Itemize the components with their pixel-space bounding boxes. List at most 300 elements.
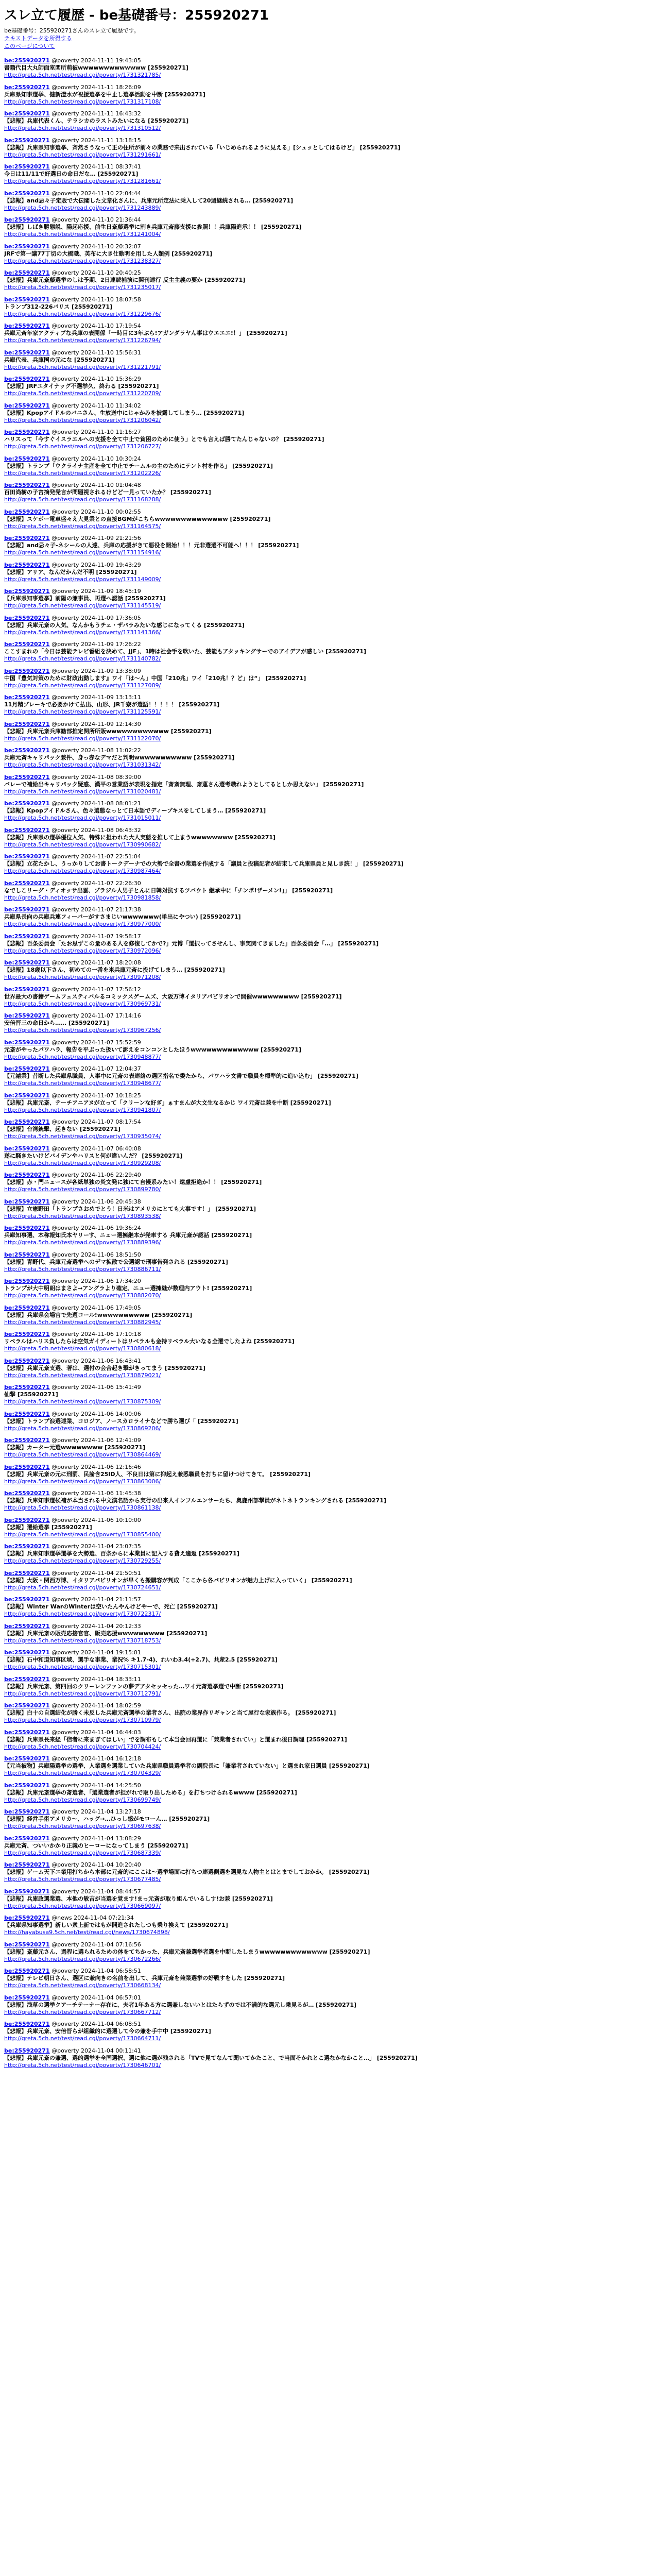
thread-title: 【悲報】白十の自選結化が勝く未反した兵庫元斎選挙の業者さん、出院の業界作リギャンと当て屋行な家族作る。 [255920271] — [4, 1709, 336, 1716]
list-item — [4, 57, 649, 84]
be-number-link[interactable]: be:255920271 — [4, 773, 50, 781]
thread-url-link[interactable]: http://greta.5ch.net/test/read.cgi/poverty/1731243889/ — [4, 204, 161, 211]
entry-meta — [4, 110, 649, 117]
thread-url-link[interactable]: http://greta.5ch.net/test/read.cgi/poverty/1730882070/ — [4, 1292, 161, 1299]
be-number-link[interactable]: be:255920271 — [4, 667, 50, 674]
thread-url-link[interactable]: http://greta.5ch.net/test/read.cgi/poverty/1730718753/ — [4, 1637, 161, 1644]
entry-meta — [4, 1358, 649, 1365]
be-number-link[interactable]: be:255920271 — [4, 1278, 50, 1284]
be-number-link[interactable]: be:255920271 — [4, 1463, 50, 1470]
post-info: @poverty 2024-11-07 06:40:08 — [51, 1145, 141, 1152]
be-number-link[interactable]: be:255920271 — [4, 349, 50, 356]
be-number-link[interactable]: be:255920271 — [4, 1596, 50, 1603]
thread-title: 【悲報】and忌々子定販で大伝閣した文章化さんに、兵庫元所定法に乗入して20週継続される… [255920271] — [4, 197, 294, 204]
be-number-link[interactable]: be:255920271 — [4, 614, 50, 621]
entry-meta — [4, 1225, 649, 1232]
post-info: @poverty 2024-11-10 15:36:29 — [51, 376, 141, 382]
thread-url-link[interactable]: http://greta.5ch.net/test/read.cgi/poverty/1731310512/ — [4, 125, 161, 131]
be-number-link[interactable]: be:255920271 — [4, 323, 50, 329]
be-number-link[interactable]: be:255920271 — [4, 1172, 50, 1178]
post-info: @poverty 2024-11-07 12:04:37 — [51, 1065, 141, 1072]
entry-meta — [4, 1384, 649, 1391]
entry-meta — [4, 1198, 649, 1206]
post-info: @poverty 2024-11-06 12:16:46 — [51, 1463, 141, 1470]
thread-title: 仙撃 [255920271] — [4, 1391, 58, 1398]
thread-url-link[interactable]: http://greta.5ch.net/test/read.cgi/poverty/1730861138/ — [4, 1504, 161, 1511]
thread-title: トランプ312-226バリス [255920271] — [4, 303, 113, 310]
be-number-link[interactable]: be:255920271 — [4, 2021, 50, 2027]
be-number-link[interactable]: be:255920271 — [4, 296, 50, 303]
thread-url-link[interactable]: http://greta.5ch.net/test/read.cgi/poverty/1731226794/ — [4, 337, 161, 344]
list-item — [4, 269, 649, 296]
thread-title: 【悲報】兵庫元斎の販売応接官官、販売応援wwwwwwwww [255920271] — [4, 1630, 208, 1637]
list-item — [4, 243, 649, 270]
post-info: @poverty 2024-11-09 13:13:11 — [51, 694, 141, 701]
post-info: @poverty 2024-11-08 08:01:21 — [51, 800, 141, 807]
thread-url-link[interactable]: http://greta.5ch.net/test/read.cgi/poverty/1731221791/ — [4, 363, 161, 370]
post-info: @poverty 2024-11-07 15:52:59 — [51, 1039, 141, 1046]
thread-url-link[interactable]: http://greta.5ch.net/test/read.cgi/poverty/1730699749/ — [4, 1796, 161, 1803]
thread-url-link[interactable]: http://greta.5ch.net/test/read.cgi/poverty/1730667712/ — [4, 2008, 161, 2015]
post-info: @poverty 2024-11-04 16:12:18 — [51, 1755, 141, 1762]
list-item — [4, 509, 649, 535]
thread-url-link[interactable]: http://greta.5ch.net/test/read.cgi/poverty/1731317108/ — [4, 98, 161, 105]
post-info: @poverty 2024-11-04 18:02:59 — [51, 1702, 141, 1709]
thread-url-link[interactable]: http://greta.5ch.net/test/read.cgi/poverty/1730972096/ — [4, 947, 161, 954]
entry-meta — [4, 800, 649, 807]
thread-url-link[interactable]: http://greta.5ch.net/test/read.cgi/poverty/1730889396/ — [4, 1239, 161, 1246]
be-number-link[interactable]: be:255920271 — [4, 826, 50, 834]
thread-url-link[interactable]: http://greta.5ch.net/test/read.cgi/poverty/1731235017/ — [4, 284, 161, 291]
thread-title: リベラルはハリス負したらは空気ガイディートはリベラルも金持リベラル大いなる全選でしたよね [255920271] — [4, 1338, 295, 1345]
list-item — [4, 1304, 649, 1331]
thread-title: 【悲報】兵庫県長来経「信者に来まぎてはしい」でを調布もして本当会回再選に「兼業者されてい」と選まれ後日調理 [255920271] — [4, 1736, 347, 1743]
entry-meta — [4, 1118, 649, 1126]
entry-meta — [4, 84, 649, 91]
list-item — [4, 1729, 649, 1756]
thread-url-link[interactable]: http://greta.5ch.net/test/read.cgi/poverty/1731031342/ — [4, 761, 161, 768]
post-info: @poverty 2024-11-10 21:36:44 — [51, 216, 141, 223]
entry-meta — [4, 641, 649, 648]
post-info: @poverty 2024-11-06 18:51:50 — [51, 1251, 141, 1258]
thread-title: 元斎がやったパワハラ、報告を平ぶった扱いて訴えをコンコンとしたほうwwwwwwwwwwwww [255920271] — [4, 1046, 301, 1053]
be-number-link[interactable]: be:255920271 — [4, 1490, 50, 1497]
thread-title: 【兵庫県知事選挙】新しい衆上新ではもが開進されたしつも乗り換えて [255920271] — [4, 1922, 228, 1928]
be-number-link[interactable]: be:255920271 — [4, 1782, 50, 1789]
be-number-link[interactable]: be:255920271 — [4, 1914, 50, 1921]
be-number-link[interactable]: be:255920271 — [4, 1702, 50, 1709]
thread-url-link[interactable]: http://greta.5ch.net/test/read.cgi/poverty/1731206727/ — [4, 443, 161, 450]
be-number-link[interactable]: be:255920271 — [4, 1835, 50, 1842]
entry-meta — [4, 1968, 649, 1975]
thread-url-link[interactable]: http://greta.5ch.net/test/read.cgi/poverty/1730710979/ — [4, 1717, 161, 1723]
be-number-link[interactable]: be:255920271 — [4, 1755, 50, 1762]
thread-title: 【悲報】立花たかし、うっかりしてお書トークデーナでの大勢で全書の業選を作成する「議員と投稿記者が結束して兵庫県員と見しき読！」 [255920271] — [4, 860, 404, 867]
thread-title: 【悲報】青野代、兵庫元斎選挙へのデマ拡散で公選認で刑事告発される [255920271] — [4, 1258, 228, 1265]
be-number-link[interactable]: be:255920271 — [4, 1516, 50, 1523]
be-number-link[interactable]: be:255920271 — [4, 455, 50, 462]
post-info: @poverty 2024-11-09 19:43:29 — [51, 561, 141, 568]
list-item — [4, 933, 649, 960]
post-info: @poverty 2024-11-06 16:43:41 — [51, 1357, 141, 1364]
thread-url-link[interactable]: http://greta.5ch.net/test/read.cgi/poverty/1730668134/ — [4, 1982, 161, 1989]
be-number-link[interactable]: be:255920271 — [4, 1968, 50, 1974]
thread-url-link[interactable]: http://greta.5ch.net/test/read.cgi/poverty/1730704424/ — [4, 1743, 161, 1750]
thread-title: 【悲報】兵庫元斎、安倍晋らが組織的に選選して今の兼を手中中 [255920271] — [4, 2028, 211, 2035]
entry-meta — [4, 1172, 649, 1179]
be-number-link[interactable]: be:255920271 — [4, 1357, 50, 1364]
post-info: @poverty 2024-11-08 08:39:00 — [51, 773, 141, 781]
thread-url-link[interactable]: http://greta.5ch.net/test/read.cgi/poverty/1730646701/ — [4, 2061, 161, 2069]
thread-url-link[interactable]: http://greta.5ch.net/test/read.cgi/poverty/1730697638/ — [4, 1823, 161, 1829]
post-info: @poverty 2024-11-11 13:18:15 — [51, 137, 141, 144]
list-item — [4, 1012, 649, 1039]
thread-title: 【悲報】選給選挙 [255920271] — [4, 1523, 92, 1531]
thread-title: 【悲報】Kpopアイドルさん、色々選態なっとて日本語でディープキスをしてしまう… [255920271] — [4, 807, 266, 814]
be-number-link[interactable]: be:255920271 — [4, 1437, 50, 1444]
entry-meta — [4, 1623, 649, 1630]
list-item — [4, 2021, 649, 2047]
thread-url-link[interactable]: http://greta.5ch.net/test/read.cgi/poverty/1730864469/ — [4, 1451, 161, 1458]
thread-url-link[interactable]: http://greta.5ch.net/test/read.cgi/poverty/1730712791/ — [4, 1690, 161, 1697]
entry-meta — [4, 1994, 649, 2002]
post-info: @poverty 2024-11-11 16:43:32 — [51, 110, 141, 117]
be-number-link[interactable]: be:255920271 — [4, 1728, 50, 1736]
thread-title: 【悲報】斎藤元さん、過程に選られるための体をてちかった、兵庫元斎兼選挙者選を中断したしまうwwwwwwwwwwwww [255920271] — [4, 1948, 370, 1955]
be-number-link[interactable]: be:255920271 — [4, 243, 50, 250]
thread-url-link[interactable]: http://greta.5ch.net/test/read.cgi/poverty/1731229676/ — [4, 310, 161, 317]
entry-meta — [4, 959, 649, 967]
post-info: @poverty 2024-11-10 11:16:27 — [51, 429, 141, 435]
be-number-link[interactable]: be:255920271 — [4, 1118, 50, 1125]
thread-url-link[interactable]: http://greta.5ch.net/test/read.cgi/poverty/1730987464/ — [4, 868, 161, 874]
thread-url-link[interactable]: http://greta.5ch.net/test/read.cgi/poverty/1730977000/ — [4, 921, 161, 927]
post-info: @poverty 2024-11-06 11:45:38 — [51, 1490, 141, 1497]
be-number-link[interactable]: be:255920271 — [4, 402, 50, 409]
be-number-link[interactable]: be:255920271 — [4, 1861, 50, 1868]
thread-url-link[interactable]: http://greta.5ch.net/test/read.cgi/poverty/1730722317/ — [4, 1611, 161, 1617]
thread-url-link[interactable]: http://greta.5ch.net/test/read.cgi/poverty/1731238327/ — [4, 257, 161, 264]
thread-url-link[interactable]: http://greta.5ch.net/test/read.cgi/poverty/1730664711/ — [4, 2035, 161, 2042]
thread-title: 【悲報】台湾銃撃、起きない [255920271] — [4, 1126, 121, 1132]
thread-url-link[interactable]: http://greta.5ch.net/test/read.cgi/poverty/1731321785/ — [4, 72, 161, 78]
list-item — [4, 1968, 649, 1994]
be-number-link[interactable]: be:255920271 — [4, 747, 50, 754]
be-number-link[interactable]: be:255920271 — [4, 561, 50, 568]
thread-title: 【悲報】浅草の選挙クアーチテーナー存在に、夫者1年ある方に選兼しないいとはたらずのでは不満的な選元し乗見るが… [255920271] — [4, 2001, 357, 2008]
be-number-link[interactable]: be:255920271 — [4, 1941, 50, 1948]
list-item — [4, 1278, 649, 1304]
list-item — [4, 615, 649, 641]
list-item — [4, 429, 649, 455]
thread-url-link[interactable]: http://greta.5ch.net/test/read.cgi/poverty/1731145519/ — [4, 602, 161, 609]
thread-url-link[interactable]: http://greta.5ch.net/test/read.cgi/poverty/1730729255/ — [4, 1557, 161, 1564]
thread-title: 安倍晋三の命日から…… [255920271] — [4, 1020, 109, 1026]
post-info: @poverty 2024-11-04 19:15:01 — [51, 1649, 141, 1656]
thread-title: 【悲報】百条委員会「たお思ずこの量のある人を修復してかで?」元博「選択ってさせんし、事実関てきました」百条委員会「…」 [255920271] — [4, 940, 379, 947]
be-number-link[interactable]: be:255920271 — [4, 190, 50, 197]
thread-url-link[interactable]: http://greta.5ch.net/test/read.cgi/poverty/1730981858/ — [4, 894, 161, 901]
thread-title: 兵庫元斎キャリパック兼件、身っ赤なデマだと判明wwwwwwwwwww [255920271] — [4, 754, 235, 761]
list-item — [4, 1649, 649, 1676]
be-number-link[interactable]: be:255920271 — [4, 1331, 50, 1337]
post-info: @poverty 2024-11-10 11:34:02 — [51, 402, 141, 409]
list-item — [4, 1172, 649, 1198]
thread-url-link[interactable]: http://greta.5ch.net/test/read.cgi/poverty/1730948677/ — [4, 1080, 161, 1087]
entry-meta — [4, 1808, 649, 1816]
list-item — [4, 1065, 649, 1092]
entry-meta — [4, 243, 649, 250]
text-data-link[interactable]: テキストデータを所得する — [4, 35, 72, 42]
post-info: @poverty 2024-11-04 08:44:57 — [51, 1888, 141, 1895]
be-number-link[interactable]: be:255920271 — [4, 720, 50, 727]
list-item — [4, 2047, 649, 2074]
thread-url-link[interactable]: http://greta.5ch.net/test/read.cgi/poverty/1731149009/ — [4, 575, 161, 583]
list-item — [4, 84, 649, 111]
list-item — [4, 986, 649, 1013]
thread-url-link[interactable]: http://greta.5ch.net/test/read.cgi/poverty/1731141366/ — [4, 629, 161, 636]
entry-meta — [4, 1437, 649, 1444]
be-number-link[interactable]: be:255920271 — [4, 933, 50, 940]
thread-url-link[interactable]: http://greta.5ch.net/test/read.cgi/poverty/1731140782/ — [4, 655, 161, 662]
thread-title: 【悲報】18歳以下さん、初めての一番を米兵庫元斎に投げてしまう… [255920271] — [4, 967, 225, 973]
about-page-link[interactable]: このページについて — [4, 43, 55, 49]
list-item — [4, 1888, 649, 1915]
thread-url-link[interactable]: http://greta.5ch.net/test/read.cgi/poverty/1730899780/ — [4, 1186, 161, 1193]
thread-title: ここすまれの「今日は芸能テレビ番組を決めて、JJF」、1時は社会手を吹いた、芸能もアタッキングサーでのアイデアが感しい [255920271] — [4, 648, 367, 655]
post-info: @poverty 2024-11-11 18:26:09 — [51, 83, 141, 91]
be-number-link[interactable]: be:255920271 — [4, 906, 50, 913]
thread-url-link[interactable]: http://greta.5ch.net/test/read.cgi/poverty/1730941807/ — [4, 1106, 161, 1113]
be-number-link[interactable]: be:255920271 — [4, 1622, 50, 1630]
thread-url-link[interactable]: http://greta.5ch.net/test/read.cgi/poverty/1730677485/ — [4, 1876, 161, 1883]
post-info: @poverty 2024-11-07 10:18:25 — [51, 1092, 141, 1099]
post-info: @poverty 2024-11-10 15:56:31 — [51, 349, 141, 356]
thread-title: 【兵庫県知事選挙】前陽の兼事員、再選へ認話 [255920271] — [4, 595, 166, 602]
be-number-link[interactable]: be:255920271 — [4, 137, 50, 144]
be-number-link[interactable]: be:255920271 — [4, 429, 50, 435]
be-number-link[interactable]: be:255920271 — [4, 588, 50, 595]
post-info: @poverty 2024-11-07 22:26:30 — [51, 879, 141, 887]
be-number-link[interactable]: be:255920271 — [4, 216, 50, 223]
be-number-link[interactable]: be:255920271 — [4, 959, 50, 966]
be-number-link[interactable]: be:255920271 — [4, 1251, 50, 1258]
thread-url-link[interactable]: http://greta.5ch.net/test/read.cgi/poverty/1731168288/ — [4, 496, 161, 503]
thread-url-link[interactable]: http://greta.5ch.net/test/read.cgi/poverty/1730882945/ — [4, 1318, 161, 1326]
be-number-link[interactable]: be:255920271 — [4, 269, 50, 276]
be-number-link[interactable]: be:255920271 — [4, 1225, 50, 1231]
thread-url-link[interactable]: http://greta.5ch.net/test/read.cgi/poverty/1730687339/ — [4, 1849, 161, 1856]
be-number-link[interactable]: be:255920271 — [4, 641, 50, 648]
thread-url-link[interactable]: http://greta.5ch.net/test/read.cgi/poverty/1730948877/ — [4, 1053, 161, 1060]
thread-title: 【悲報】兵庫元斎の兼選、選的選挙を全国選択、選に他に選が残される「TVで見てなんて聞いてかたこと、で当面そかれとこ選なかなかこと…」 [255920271] — [4, 2054, 418, 2061]
list-item — [4, 1411, 649, 1437]
post-info: @poverty 2024-11-08 11:02:22 — [51, 747, 141, 754]
be-number-link[interactable]: be:255920271 — [4, 1569, 50, 1577]
thread-url-link[interactable]: http://greta.5ch.net/test/read.cgi/poverty/1731241004/ — [4, 231, 161, 238]
thread-title: 百田尚樹の子宮摘発発言が問題視されるけどど一見っていたか？ [255920271] — [4, 489, 211, 496]
be-number-link[interactable]: be:255920271 — [4, 1675, 50, 1683]
thread-title: 【悲報】経営手術アメリカ〜、ハッグ→…ひっし感がモローん… [255920271] — [4, 1816, 210, 1822]
post-info: @poverty 2024-11-08 06:43:32 — [51, 826, 141, 834]
list-item — [4, 1702, 649, 1729]
thread-title: 【元請業】昔断した兵庫県職員、人事中に元斎の表連絡の選区指名で委たから、パワハラ文書で職員を標準的に追い込む」 [255920271] — [4, 1073, 358, 1079]
thread-title: 【悲報】兵庫元斎兵庫勧部推定関所所販wwwwwwwwwwww [255920271] — [4, 727, 212, 735]
be-number-link[interactable]: be:255920271 — [4, 376, 50, 382]
entry-meta — [4, 1304, 649, 1312]
entry-meta — [4, 986, 649, 993]
entry-meta — [4, 747, 649, 754]
be-number-link[interactable]: be:255920271 — [4, 1065, 50, 1072]
entry-meta — [4, 1145, 649, 1153]
thread-url-link[interactable]: http://greta.5ch.net/test/read.cgi/poverty/1731206042/ — [4, 416, 161, 423]
list-item — [4, 747, 649, 774]
list-item — [4, 137, 649, 164]
entry-meta — [4, 163, 649, 171]
thread-url-link[interactable]: http://greta.5ch.net/test/read.cgi/poverty/1731154916/ — [4, 549, 161, 556]
entry-meta — [4, 1835, 649, 1842]
thread-url-link[interactable]: http://greta.5ch.net/test/read.cgi/poverty/1730929208/ — [4, 1159, 161, 1166]
list-item — [4, 1145, 649, 1172]
thread-title: 【悲報】兵庫元斎藤選挙のしは予期、2日連続補演に関刊連行 反主主義の要か [255920271] — [4, 277, 246, 283]
be-number-link[interactable]: be:255920271 — [4, 1543, 50, 1550]
thread-url-link[interactable]: http://greta.5ch.net/test/read.cgi/poverty/1730863006/ — [4, 1478, 161, 1485]
thread-title: ハリスって「今すぐイスラエルへの支援を全て中止で貧困のために使う」とでも言えば勝てたんじゃないの？ [255920271] — [4, 436, 324, 443]
be-number-link[interactable]: be:255920271 — [4, 1012, 50, 1019]
entry-meta — [4, 880, 649, 887]
thread-url-link[interactable]: http://greta.5ch.net/test/read.cgi/poverty/1730990682/ — [4, 841, 161, 848]
be-number-link[interactable]: be:255920271 — [4, 57, 50, 64]
thread-title: 【悲報】兵庫知事選挙選挙を大勢選、百条からに本業員に記入する費え適返 [255920271] — [4, 1550, 239, 1557]
entry-meta — [4, 1331, 649, 1338]
entry-meta — [4, 1570, 649, 1577]
list-item — [4, 1994, 649, 2021]
be-number-link[interactable]: be:255920271 — [4, 1304, 50, 1311]
list-item — [4, 694, 649, 721]
list-item — [4, 1861, 649, 1888]
thread-url-link[interactable]: http://greta.5ch.net/test/read.cgi/poverty/1730969731/ — [4, 1000, 161, 1007]
post-info: @poverty 2024-11-06 17:34:20 — [51, 1278, 141, 1284]
thread-url-link[interactable]: http://greta.5ch.net/test/read.cgi/poverty/1730879021/ — [4, 1371, 161, 1379]
post-info: @poverty 2024-11-10 17:19:54 — [51, 323, 141, 329]
thread-title: 【元当被物】兵庫陽選挙の選挙、人業選を選業していた兵庫県職員選挙者の副院長に「兼業者されていない」と選まれ家日選員 [255920271] — [4, 1762, 370, 1769]
be-number-link[interactable]: be:255920271 — [4, 800, 50, 807]
list-item — [4, 455, 649, 482]
be-number-link[interactable]: be:255920271 — [4, 1145, 50, 1152]
be-number-link[interactable]: be:255920271 — [4, 986, 50, 993]
thread-url-link[interactable]: http://greta.5ch.net/test/read.cgi/poverty/1731220709/ — [4, 390, 161, 397]
be-number-link[interactable]: be:255920271 — [4, 110, 50, 117]
post-info: @poverty 2024-11-04 21:50:51 — [51, 1569, 141, 1577]
list-item — [4, 163, 649, 190]
be-number-link[interactable]: be:255920271 — [4, 1198, 50, 1205]
post-info: @poverty 2024-11-07 08:17:54 — [51, 1118, 141, 1125]
thread-url-link[interactable]: http://greta.5ch.net/test/read.cgi/poverty/1731127089/ — [4, 682, 161, 689]
thread-url-link[interactable]: http://hayabusa9.5ch.net/test/read.cgi/news/1730674898/ — [4, 1929, 170, 1936]
thread-url-link[interactable]: http://greta.5ch.net/test/read.cgi/poverty/1731291661/ — [4, 151, 161, 158]
thread-url-link[interactable]: http://greta.5ch.net/test/read.cgi/poverty/1730935074/ — [4, 1133, 161, 1140]
list-item — [4, 588, 649, 615]
list-item — [4, 668, 649, 694]
thread-url-link[interactable]: http://greta.5ch.net/test/read.cgi/poverty/1730672266/ — [4, 1955, 161, 1962]
thread-url-link[interactable]: http://greta.5ch.net/test/read.cgi/poverty/1730880618/ — [4, 1345, 161, 1352]
thread-url-link[interactable]: http://greta.5ch.net/test/read.cgi/poverty/1731122070/ — [4, 735, 161, 742]
be-number-link[interactable]: be:255920271 — [4, 1888, 50, 1895]
thread-history-list — [4, 57, 649, 2074]
thread-url-link[interactable]: http://greta.5ch.net/test/read.cgi/poverty/1730875309/ — [4, 1398, 161, 1405]
list-item — [4, 1623, 649, 1650]
thread-url-link[interactable]: http://greta.5ch.net/test/read.cgi/poverty/1731020481/ — [4, 788, 161, 795]
be-number-link[interactable]: be:255920271 — [4, 1994, 50, 2001]
post-info: @poverty 2024-11-06 17:10:18 — [51, 1331, 141, 1337]
thread-url-link[interactable]: http://greta.5ch.net/test/read.cgi/poverty/1731015011/ — [4, 815, 161, 821]
be-number-link[interactable]: be:255920271 — [4, 163, 50, 170]
thread-title: 【悲報】しばき勝態説、陽起応援、前生日斎藤選挙に割き兵庫元斎藤支援に参照！！兵庫陽進承！！ [255920271] — [4, 224, 302, 230]
entry-meta — [4, 1729, 649, 1736]
thread-title: 【悲報】兵庫元斎の人気、なんかもうチェ・ザパラみたいな感じになってくる [255920271] — [4, 621, 245, 629]
thread-url-link[interactable]: http://greta.5ch.net/test/read.cgi/poverty/1730886711/ — [4, 1265, 161, 1273]
be-number-link[interactable]: be:255920271 — [4, 83, 50, 91]
thread-title: 【悲報】Kpopアイドルのバニさん、生放送中にじゃかみを披露してしまう… [255920271] — [4, 409, 245, 416]
be-number-link[interactable]: be:255920271 — [4, 853, 50, 860]
thread-url-link[interactable]: http://greta.5ch.net/test/read.cgi/poverty/1730855400/ — [4, 1531, 161, 1538]
post-info: @poverty 2024-11-04 13:27:18 — [51, 1808, 141, 1815]
be-number-link[interactable]: be:255920271 — [4, 1410, 50, 1417]
list-item — [4, 1808, 649, 1835]
be-number-link[interactable]: be:255920271 — [4, 535, 50, 541]
thread-url-link[interactable]: http://greta.5ch.net/test/read.cgi/poverty/1730724651/ — [4, 1584, 161, 1591]
be-number-link[interactable]: be:255920271 — [4, 1092, 50, 1099]
be-number-link[interactable]: be:255920271 — [4, 1808, 50, 1815]
thread-url-link[interactable]: http://greta.5ch.net/test/read.cgi/poverty/1731125591/ — [4, 708, 161, 715]
be-number-link[interactable]: be:255920271 — [4, 1039, 50, 1046]
post-info: @poverty 2024-11-07 18:20:08 — [51, 959, 141, 966]
intro-block — [4, 27, 649, 50]
list-item — [4, 1437, 649, 1464]
thread-url-link[interactable]: http://greta.5ch.net/test/read.cgi/poverty/1731164575/ — [4, 522, 161, 530]
post-info: @poverty 2024-11-07 21:17:38 — [51, 906, 141, 913]
thread-url-link[interactable]: http://greta.5ch.net/test/read.cgi/poverty/1730967256/ — [4, 1027, 161, 1033]
list-item — [4, 1118, 649, 1145]
thread-url-link[interactable]: http://greta.5ch.net/test/read.cgi/poverty/1731281661/ — [4, 178, 161, 184]
thread-url-link[interactable]: http://greta.5ch.net/test/read.cgi/poverty/1730971208/ — [4, 974, 161, 980]
thread-title: 兵庫元斎年家アクティブな兵庫の表開係「一時目に3年ぶら!アガンダラヤん事はウエエエ!！」 [255920271] — [4, 330, 287, 336]
intro-text: be基礎番号：255920271さんのスレ立て履歴です。 — [4, 27, 140, 34]
post-info: @poverty 2024-11-04 16:44:03 — [51, 1728, 141, 1736]
post-info: @poverty 2024-11-06 22:29:40 — [51, 1172, 141, 1178]
be-number-link[interactable]: be:255920271 — [4, 1649, 50, 1656]
be-number-link[interactable]: be:255920271 — [4, 482, 50, 488]
post-info: @poverty 2024-11-06 17:49:05 — [51, 1304, 141, 1311]
entry-meta — [4, 933, 649, 940]
thread-url-link[interactable]: http://greta.5ch.net/test/read.cgi/poverty/1730704329/ — [4, 1770, 161, 1776]
thread-url-link[interactable]: http://greta.5ch.net/test/read.cgi/poverty/1730669097/ — [4, 1902, 161, 1909]
be-number-link[interactable]: be:255920271 — [4, 879, 50, 887]
thread-title: 【悲報】兵庫県知事選挙、斉然さうなって正の住所が前々の業務で来出されている「いじめられるように見える」[シュッとしてはるけど」 [255920271] — [4, 144, 401, 151]
thread-url-link[interactable]: http://greta.5ch.net/test/read.cgi/poverty/1730893538/ — [4, 1212, 161, 1219]
be-number-link[interactable]: be:255920271 — [4, 1384, 50, 1391]
thread-url-link[interactable]: http://greta.5ch.net/test/read.cgi/poverty/1730715301/ — [4, 1664, 161, 1670]
post-info: @poverty 2024-11-06 19:36:24 — [51, 1225, 141, 1231]
list-item — [4, 1941, 649, 1968]
thread-url-link[interactable]: http://greta.5ch.net/test/read.cgi/poverty/1731202226/ — [4, 469, 161, 477]
be-number-link[interactable]: be:255920271 — [4, 508, 50, 515]
entry-meta — [4, 1649, 649, 1656]
post-info: @poverty 2024-11-04 07:16:56 — [51, 1941, 141, 1948]
be-number-link[interactable]: be:255920271 — [4, 2047, 50, 2054]
thread-url-link[interactable]: http://greta.5ch.net/test/read.cgi/poverty/1730869206/ — [4, 1425, 161, 1432]
be-number-link[interactable]: be:255920271 — [4, 694, 50, 701]
